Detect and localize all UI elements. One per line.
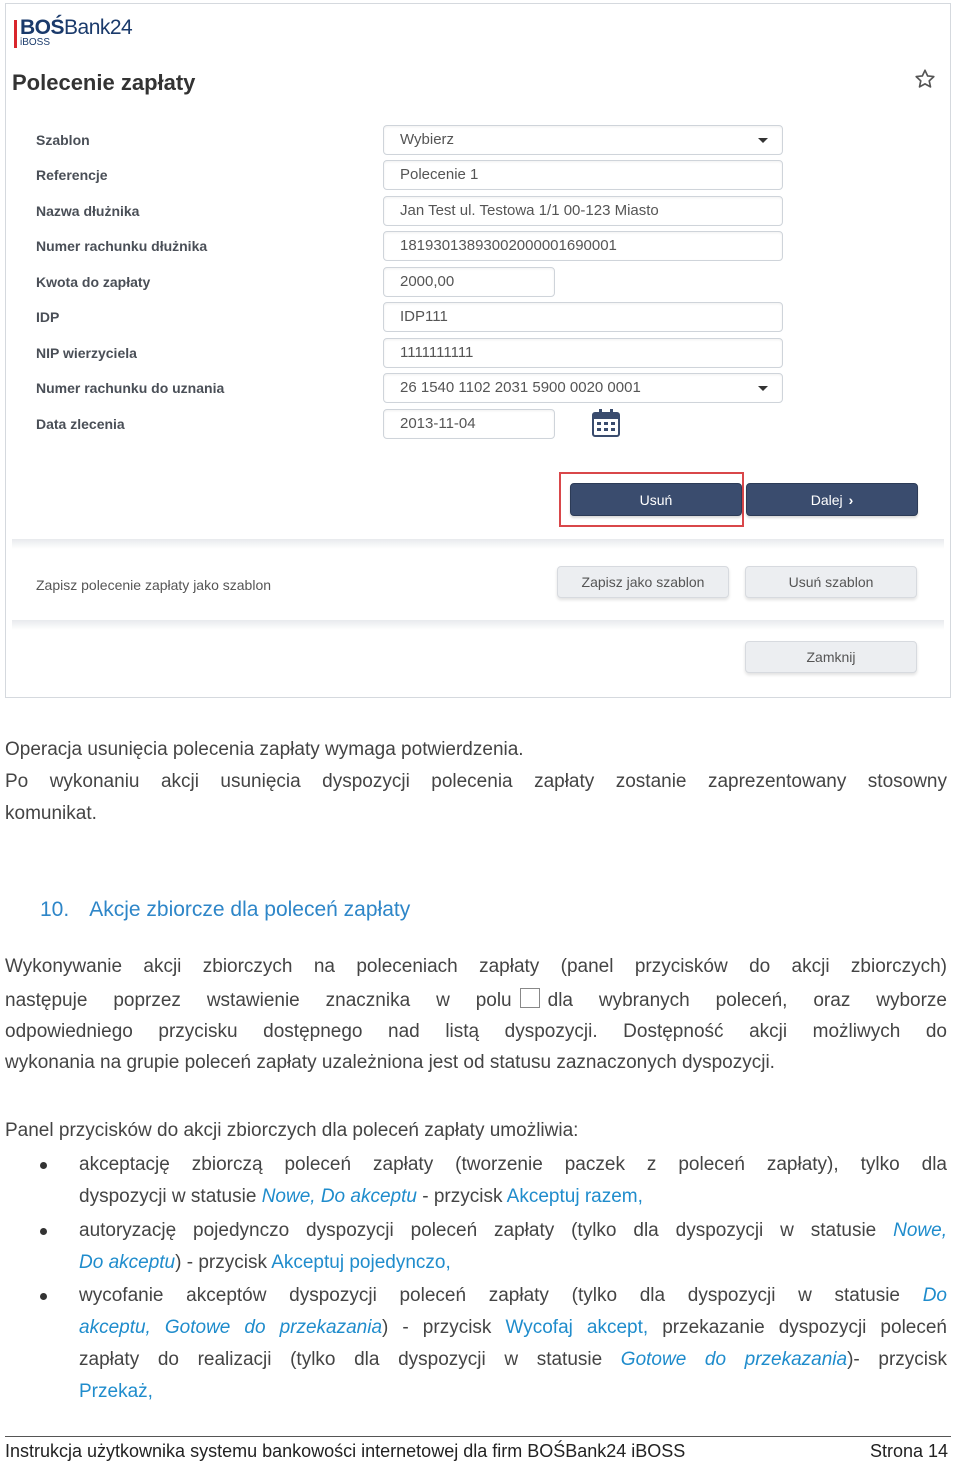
text-span: )- przycisk xyxy=(847,1349,947,1370)
page-title: Polecenie zapłaty xyxy=(12,70,196,95)
text-span: następuje poprzez wstawienie znacznika w polu xyxy=(5,990,512,1011)
text-span: dla wybranych poleceń, oraz wyborze xyxy=(547,990,947,1011)
save-template-label: Zapisz polecenie zapłaty jako szablon xyxy=(36,577,272,593)
list-item xyxy=(79,1280,947,1408)
label-debtor-account: Numer rachunku dłużnika xyxy=(36,238,208,254)
order-date-input[interactable]: 2013-11-04 xyxy=(383,409,555,439)
footer-rule xyxy=(5,1436,951,1437)
footer-title: Instrukcja użytkownika systemu bankowości internetowej dla firm BOŚBank24 iBOSS xyxy=(5,1441,686,1461)
idp-input[interactable]: IDP111 xyxy=(383,302,783,332)
text-line: Operacja usunięcia polecenia zapłaty wymaga potwierdzenia. xyxy=(5,739,524,760)
credit-account-select[interactable] xyxy=(383,373,783,403)
label-amount: Kwota do zapłaty xyxy=(36,274,151,290)
paragraph-panel-intro: Panel przycisków do akcji zbiorczych dla poleceń zapłaty umożliwia: xyxy=(5,1120,579,1141)
chevron-right-icon: › xyxy=(848,491,854,508)
text-line: wykonania na grupie poleceń zapłaty uzależniona jest od statusu zaznaczonych dyspozycji. xyxy=(5,1052,775,1073)
text-line xyxy=(79,1181,947,1213)
label-creditor-nip: NIP wierzyciela xyxy=(36,345,137,361)
label-idp: IDP xyxy=(36,309,60,325)
status-text: Nowe, xyxy=(893,1220,947,1241)
section-heading xyxy=(40,898,410,922)
bullet-icon xyxy=(40,1228,47,1235)
text-line xyxy=(79,1280,947,1312)
template-select[interactable] xyxy=(383,125,783,155)
label-szablon: Szablon xyxy=(36,132,90,148)
button-name-text: Przekaż, xyxy=(79,1381,153,1402)
button-name-text: Akceptuj razem, xyxy=(506,1186,643,1207)
label-order-date: Data zlecenia xyxy=(36,416,125,432)
save-template-button[interactable] xyxy=(557,566,729,598)
favorite-star-icon[interactable] xyxy=(914,68,936,95)
checkbox-icon xyxy=(520,988,540,1008)
list-item xyxy=(79,1215,947,1279)
text-span: ) - przycisk xyxy=(175,1252,272,1273)
text-line xyxy=(5,984,947,1018)
debtor-name-input[interactable]: Jan Test ul. Testowa 1/1 00-123 Miasto xyxy=(383,196,783,226)
separator xyxy=(12,620,944,630)
screenshot-panel xyxy=(5,3,951,698)
reference-input[interactable]: Polecenie 1 xyxy=(383,160,783,190)
label-debtor-name: Nazwa dłużnika xyxy=(36,203,140,219)
text-line xyxy=(79,1247,947,1279)
text-span: zapłaty do realizacji (tylko dla dyspozycji w statusie xyxy=(79,1349,621,1370)
creditor-nip-input[interactable]: 1111111111 xyxy=(383,338,783,368)
status-text: Do xyxy=(922,1285,947,1306)
section-title: Akcje zbiorcze dla poleceń zapłaty xyxy=(89,898,411,921)
list-item xyxy=(79,1149,947,1213)
logo-sub: iBOSS xyxy=(20,37,51,48)
separator xyxy=(12,539,944,549)
text-line: Wykonywanie akcji zbiorczych na poleceniach zapłaty (panel przycisków do akcji zbiorczych) xyxy=(5,956,947,977)
text-span: dyspozycji w statusie xyxy=(79,1186,262,1207)
text-line: akceptację zbiorczą poleceń zapłaty (tworzenie paczek z poleceń zapłaty), tylko dla xyxy=(79,1154,947,1175)
credit-account-value: 26 1540 1102 2031 5900 0020 0001 xyxy=(400,379,641,396)
text-span: przekazanie dyspozycji poleceń xyxy=(648,1317,947,1338)
amount-input[interactable]: 2000,00 xyxy=(383,267,555,297)
bullet-icon xyxy=(40,1293,47,1300)
paragraph-confirmation xyxy=(5,734,947,830)
remove-template-button-label: Usuń szablon xyxy=(788,574,874,590)
template-select-value: Wybierz xyxy=(400,131,455,148)
logo-brand-rest: Bank24 xyxy=(64,16,133,39)
logo-brand-bold: BOŚ xyxy=(20,16,65,39)
close-button[interactable] xyxy=(745,641,917,673)
chevron-down-icon xyxy=(758,138,768,143)
label-credit-account: Numer rachunku do uznania xyxy=(36,380,225,396)
button-name-text: Akceptuj pojedynczo, xyxy=(271,1252,451,1273)
debtor-account-input[interactable]: 18193013893002000001690001 xyxy=(383,231,783,261)
text-line xyxy=(79,1312,947,1344)
status-text: Gotowe do przekazania xyxy=(620,1349,848,1370)
paragraph-bulk-actions xyxy=(5,950,947,1080)
status-text: Do akceptu xyxy=(79,1252,176,1273)
calendar-icon[interactable] xyxy=(591,408,621,443)
section-number: 10. xyxy=(40,898,70,921)
text-line xyxy=(79,1344,947,1376)
close-button-label: Zamknij xyxy=(806,649,856,665)
bullet-icon xyxy=(40,1162,47,1169)
status-text: akceptu, Gotowe do przekazania xyxy=(79,1317,383,1338)
save-template-button-label: Zapisz jako szablon xyxy=(581,574,705,590)
delete-button[interactable] xyxy=(570,483,742,516)
status-text: Nowe, Do akceptu xyxy=(261,1186,417,1207)
text-line xyxy=(79,1215,947,1247)
text-span: autoryzację pojedynczo dyspozycji poleceń zapłaty (tylko dla dyspozycji w statusie xyxy=(79,1220,894,1241)
button-name-text: Wycofaj akcept, xyxy=(505,1317,649,1338)
text-line: odpowiedniego przycisku dostępnego nad listą dyspozycji. Dostępność akcji możliwych do xyxy=(5,1021,947,1042)
text-span: - przycisk xyxy=(416,1186,507,1207)
delete-button-label: Usuń xyxy=(639,491,673,508)
text-line: Po wykonaniu akcji usunięcia dyspozycji polecenia zapłaty zostanie zaprezentowany stosowny xyxy=(5,771,947,792)
next-button-label: Dalej xyxy=(810,491,843,508)
logo-accent-bar xyxy=(14,20,17,48)
chevron-down-icon xyxy=(758,386,768,391)
bank-logo xyxy=(14,16,132,48)
next-button[interactable] xyxy=(746,483,918,516)
page-number: Strona 14 xyxy=(869,1441,948,1461)
text-span: ) - przycisk xyxy=(382,1317,506,1338)
remove-template-button[interactable] xyxy=(745,566,917,598)
text-line: komunikat. xyxy=(5,803,97,824)
text-span: wycofanie akceptów dyspozycji poleceń zapłaty (tylko dla dyspozycji w statusie xyxy=(79,1285,923,1306)
label-referencje: Referencje xyxy=(36,167,108,183)
